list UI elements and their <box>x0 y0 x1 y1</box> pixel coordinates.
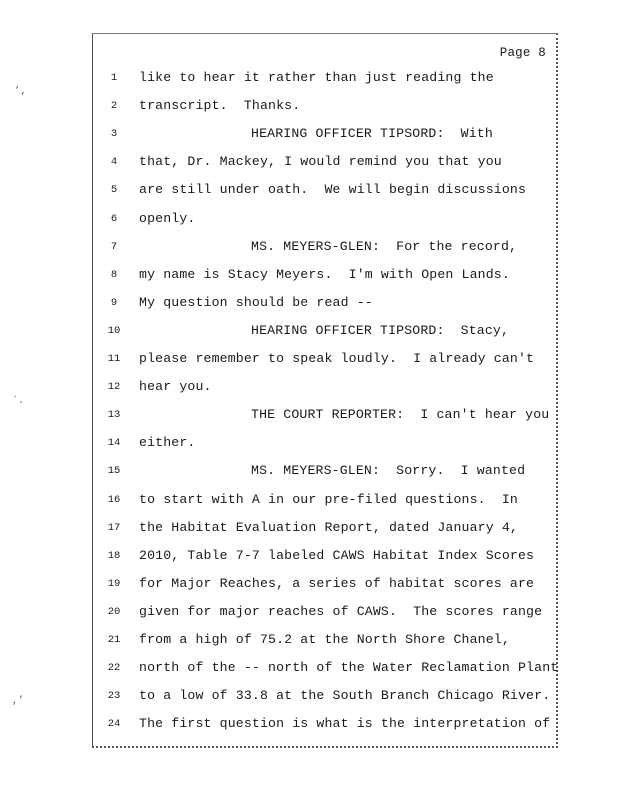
line-number: 4 <box>110 156 118 169</box>
line-number: 5 <box>110 184 118 197</box>
transcript-line <box>93 518 556 538</box>
line-text: to a low of 33.8 at the South Branch Chicago River. <box>139 688 551 704</box>
line-number: 2 <box>110 100 118 113</box>
line-text: My question should be read -- <box>139 294 373 310</box>
transcript-line <box>93 377 556 397</box>
transcript-line <box>93 714 556 734</box>
line-text: 2010, Table 7-7 labeled CAWS Habitat Index Scores <box>139 547 535 563</box>
line-text: like to hear it rather than just reading the <box>139 70 494 85</box>
transcript-line <box>93 546 556 566</box>
transcript-line <box>93 237 556 257</box>
line-text: openly. <box>139 210 196 226</box>
line-text: that, Dr. Mackey, I would remind you that you <box>139 154 502 170</box>
line-text: my name is Stacy Meyers. I'm with Open Lands. <box>139 266 510 282</box>
transcript-line <box>93 293 556 313</box>
line-number: 16 <box>107 493 121 506</box>
line-text: given for major reaches of CAWS. The scores range <box>139 603 543 619</box>
line-number: 21 <box>107 634 121 646</box>
page-number: Page 8 <box>499 46 546 60</box>
line-text: from a high of 75.2 at the North Shore Chanel, <box>139 632 510 647</box>
line-number: 10 <box>107 324 121 337</box>
transcript-line <box>93 433 556 453</box>
line-number: 23 <box>107 690 121 703</box>
line-number: 18 <box>107 549 121 562</box>
transcript-line <box>93 602 556 622</box>
line-number: 6 <box>110 212 118 225</box>
line-number: 3 <box>110 128 118 141</box>
line-text: the Habitat Evaluation Report, dated January 4, <box>139 519 518 535</box>
line-text: north of the -- north of the Water Reclamation Plant <box>139 660 559 676</box>
line-number: 14 <box>107 437 121 450</box>
margin-mark: ‘‚ <box>14 86 27 97</box>
transcript-line <box>93 68 556 88</box>
transcript-line <box>93 96 556 116</box>
line-text: MS. MEYERS-GLEN: Sorry. I wanted <box>251 463 526 479</box>
line-number: 11 <box>107 353 121 365</box>
transcript-line <box>93 321 556 341</box>
line-number: 22 <box>107 662 121 675</box>
line-text: either. <box>139 435 196 451</box>
line-text: transcript. Thanks. <box>139 98 301 114</box>
line-text: The first question is what is the interpretation of <box>139 716 551 732</box>
line-number: 17 <box>107 521 121 534</box>
line-number: 13 <box>107 409 121 422</box>
line-number: 15 <box>107 465 121 478</box>
line-text: hear you. <box>139 379 212 395</box>
transcript-page <box>92 33 558 748</box>
transcript-line <box>93 630 556 650</box>
line-text: HEARING OFFICER TIPSORD: Stacy, <box>251 322 510 338</box>
line-number: 20 <box>107 605 121 618</box>
line-number: 1 <box>110 72 118 84</box>
line-number: 8 <box>110 268 118 281</box>
line-number: 19 <box>107 577 121 590</box>
line-text: to start with A in our pre-filed questions. In <box>139 491 518 507</box>
transcript-line <box>93 574 556 594</box>
line-number: 9 <box>110 296 118 309</box>
transcript-line <box>93 658 559 678</box>
transcript-line <box>93 686 556 706</box>
transcript-line <box>93 349 556 369</box>
transcript-line <box>93 405 556 425</box>
line-text: are still under oath. We will begin discussions <box>139 182 527 198</box>
line-text: HEARING OFFICER TIPSORD: With <box>251 126 493 142</box>
transcript-line <box>93 461 556 481</box>
margin-mark: `. <box>12 396 25 407</box>
transcript-line <box>93 152 556 172</box>
transcript-line <box>93 180 556 200</box>
line-text: for Major Reaches, a series of habitat scores are <box>139 575 535 591</box>
line-text: THE COURT REPORTER: I can't hear you <box>251 407 550 423</box>
transcript-line <box>93 490 556 510</box>
transcript-line <box>93 124 556 144</box>
line-number: 7 <box>110 240 118 253</box>
margin-mark: ,’ <box>12 696 25 707</box>
line-text: please remember to speak loudly. I already can't <box>139 351 535 366</box>
transcript-line <box>93 209 556 229</box>
transcript-line <box>93 265 556 285</box>
line-text: MS. MEYERS-GLEN: For the record, <box>251 238 518 254</box>
line-number: 12 <box>107 381 121 394</box>
line-number: 24 <box>107 718 121 731</box>
